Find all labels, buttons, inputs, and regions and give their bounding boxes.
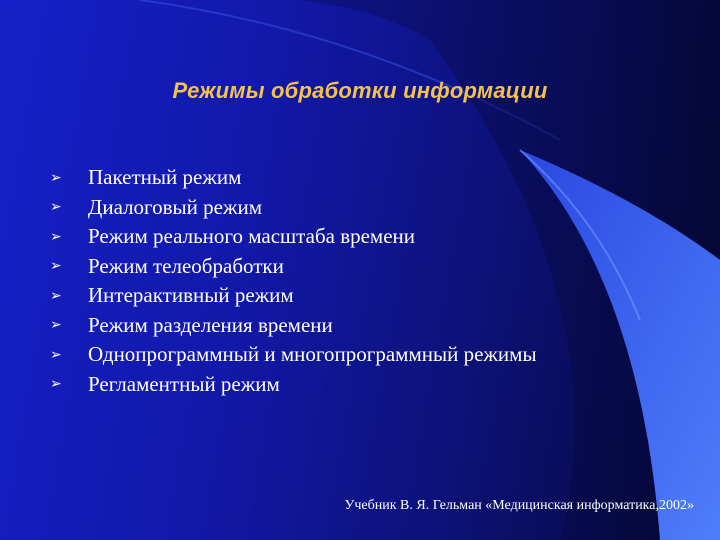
arrowhead-bullet-icon: ➢ [50,228,62,245]
arrowhead-bullet-icon: ➢ [50,376,62,393]
list-item-text: Режим реального масштаба времени [88,224,416,249]
list-item-text: Пакетный режим [88,165,242,190]
arrowhead-bullet-icon: ➢ [50,317,62,334]
bullet-list [50,163,537,399]
list-item [50,311,537,341]
slide-title: Режимы обработки информации [172,78,548,103]
list-item-text: Однопрограммный и многопрограммный режимы [88,342,537,367]
list-item [50,370,537,400]
arrowhead-bullet-icon: ➢ [50,287,62,304]
list-item-text: Регламентный режим [88,371,280,396]
arrowhead-bullet-icon: ➢ [50,346,62,363]
list-item [50,222,537,252]
list-item [50,163,537,193]
arrowhead-bullet-icon: ➢ [50,199,62,216]
list-item-text: Режим разделения времени [88,312,333,337]
list-item [50,340,537,370]
list-item [50,193,537,223]
arrowhead-bullet-icon: ➢ [50,258,62,275]
footer-citation: Учебник В. Я. Гельман «Медицинская информатика,2002» [344,498,694,513]
list-item-text: Режим телеобработки [88,253,284,278]
list-item-text: Диалоговый режим [88,194,263,219]
list-item [50,252,537,282]
arrowhead-bullet-icon: ➢ [50,169,62,186]
list-item [50,281,537,311]
list-item-text: Интерактивный режим [88,283,294,308]
